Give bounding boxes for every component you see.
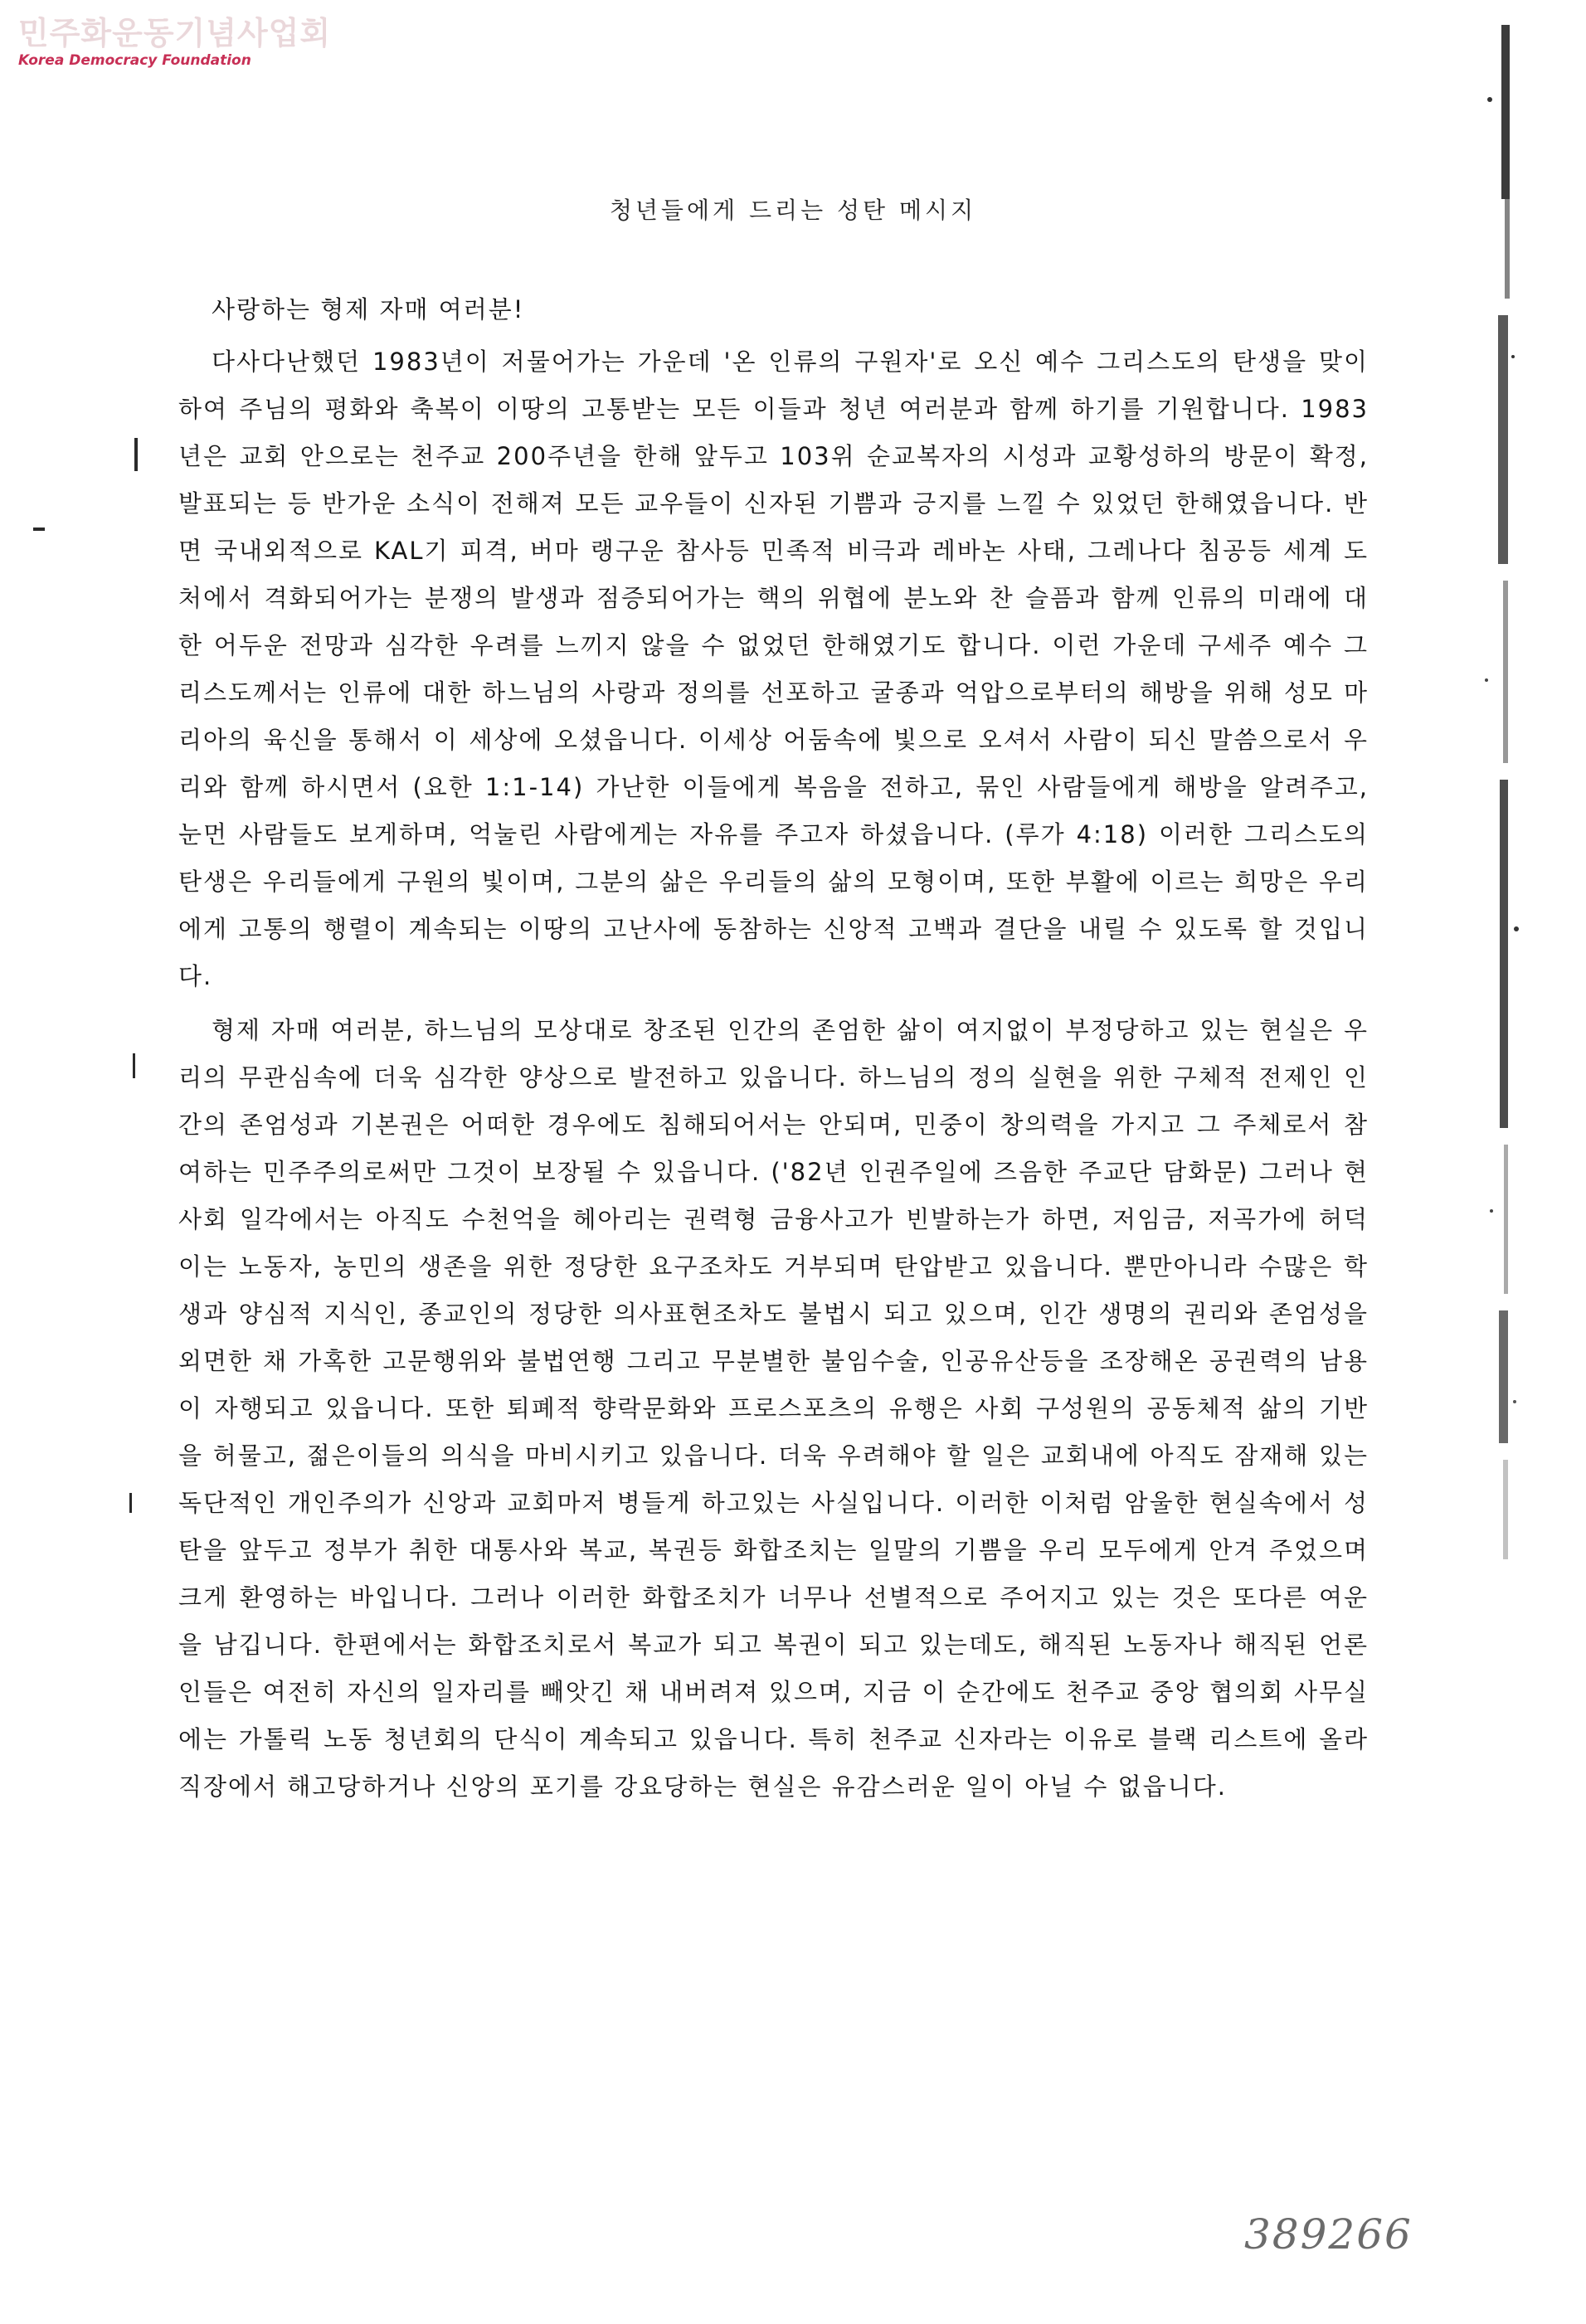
salutation: 사랑하는 형제 자매 여러분! [212, 295, 525, 323]
watermark-english: Korea Democracy Foundation [18, 52, 251, 69]
watermark-korean: 민주화운동기념사업회 [18, 15, 332, 51]
archive-number: 389266 [1244, 2210, 1413, 2258]
left-margin-mark [134, 438, 138, 471]
scanner-edge-noise [1453, 0, 1553, 2324]
left-margin-mark [33, 528, 45, 531]
left-margin-mark [133, 1053, 135, 1078]
paragraph: 다사다난했던 1983년이 저물어가는 가운데 '온 인류의 구원자'로 오신 예수 그리스도의 탄생을 맞이하여 주님의 평화와 축복이 이땅의 고통받는 모든 이들과 청년 여러분과 함께 하기를 기원합니다. 1983년은 교회 안으로는 천주교 200주년을 한해 앞두고 103위 순교복자의 시성과 교황성하의 방문이 확정, 발표되는 등 반가운 소식이 전해져 모든 교우들이 신자된 기쁨과 긍지를 느낄 수 있었던 한해였읍니다. 반면 국내외적으로 KAL기 피격, 버마 랭구운 참사등 민족적 비극과 레바논 사태, 그레나다 침공등 세계 도처에서 격화되어가는 분쟁의 발생과 점증되어가는 핵의 위협에 분노와 찬 슬픔과 함께 인류의 미래에 대한 어두운 전망과 심각한 우려를 느끼지 않을 수 없었던 한해였기도 합니다. 이런 가운데 구세주 예수 그리스도께서는 인류에 대한 하느님의 사랑과 정의를 선포하고 굴종과 억압으로부터의 해방을 위해 성모 마리아의 육신을 통해서 이 세상에 오셨읍니다. 이세상 어둠속에 빛으로 오셔서 사람이 되신 말씀으로서 우리와 함께 하시면서 (요한 1:1-14) 가난한 이들에게 복음을 전하고, 묶인 사람들에게 해방을 알려주고, 눈먼 사람들도 보게하며, 억눌린 사람에게는 자유를 주고자 하셨읍니다. (루가 4:18) 이러한 그리스도의 탄생은 우리들에게 구원의 빛이며, 그분의 삶은 우리들의 삶의 모형이며, 또한 부활에 이르는 희망은 우리에게 고통의 행렬이 계속되는 이땅의 고난사에 동참하는 신앙적 고백과 결단을 내릴 수 있도록 할 것입니다. [178, 348, 1369, 990]
document-body [178, 286, 1369, 1811]
paragraph: 형제 자매 여러분, 하느님의 모상대로 창조된 인간의 존엄한 삶이 여지없이 부정당하고 있는 현실은 우리의 무관심속에 더욱 심각한 양상으로 발전하고 있읍니다. 하느님의 정의 실현을 위한 구체적 전제인 인간의 존엄성과 기본권은 어떠한 경우에도 침해되어서는 안되며, 민중이 창의력을 가지고 그 주체로서 참여하는 민주주의로써만 그것이 보장될 수 있읍니다. ('82년 인권주일에 즈음한 주교단 담화문) 그러나 현 사회 일각에서는 아직도 수천억을 헤아리는 권력형 금융사고가 빈발하는가 하면, 저임금, 저곡가에 허덕이는 노동자, 농민의 생존을 위한 정당한 요구조차도 거부되며 탄압받고 있읍니다. 뿐만아니라 수많은 학생과 양심적 지식인, 종교인의 정당한 의사표현조차도 불법시 되고 있으며, 인간 생명의 권리와 존엄성을 외면한 채 가혹한 고문행위와 불법연행 그리고 무분별한 불임수술, 인공유산등을 조장해온 공권력의 남용이 자행되고 있읍니다. 또한 퇴폐적 향락문화와 프로스포츠의 유행은 사회 구성원의 공동체적 삶의 기반을 허물고, 젊은이들의 의식을 마비시키고 있읍니다. 더욱 우려해야 할 일은 교회내에 아직도 잠재해 있는 독단적인 개인주의가 신앙과 교회마저 병들게 하고있는 사실입니다. 이러한 이처럼 암울한 현실속에서 성탄을 앞두고 정부가 취한 대통사와 복교, 복권등 화합조치는 일말의 기쁨을 우리 모두에게 안겨 주었으며 크게 환영하는 바입니다. 그러나 이러한 화합조치가 너무나 선별적으로 주어지고 있는 것은 또다른 여운을 남깁니다. 한편에서는 화합조치로서 복교가 되고 복권이 되고 있는데도, 해직된 노동자나 해직된 언론인들은 여전히 자신의 일자리를 빼앗긴 채 내버려져 있으며, 지금 이 순간에도 천주교 중앙 협의회 사무실에는 가톨릭 노동 청년회의 단식이 계속되고 있읍니다. 특히 천주교 신자라는 이유로 블랙 리스트에 올라 직장에서 해고당하거나 신앙의 포기를 강요당하는 현실은 유감스러운 일이 아닐 수 없읍니다. [178, 1016, 1369, 1801]
archive-watermark [18, 15, 331, 70]
document-title: 청년들에게 드리는 성탄 메시지 [609, 197, 977, 224]
left-margin-mark [129, 1493, 132, 1513]
